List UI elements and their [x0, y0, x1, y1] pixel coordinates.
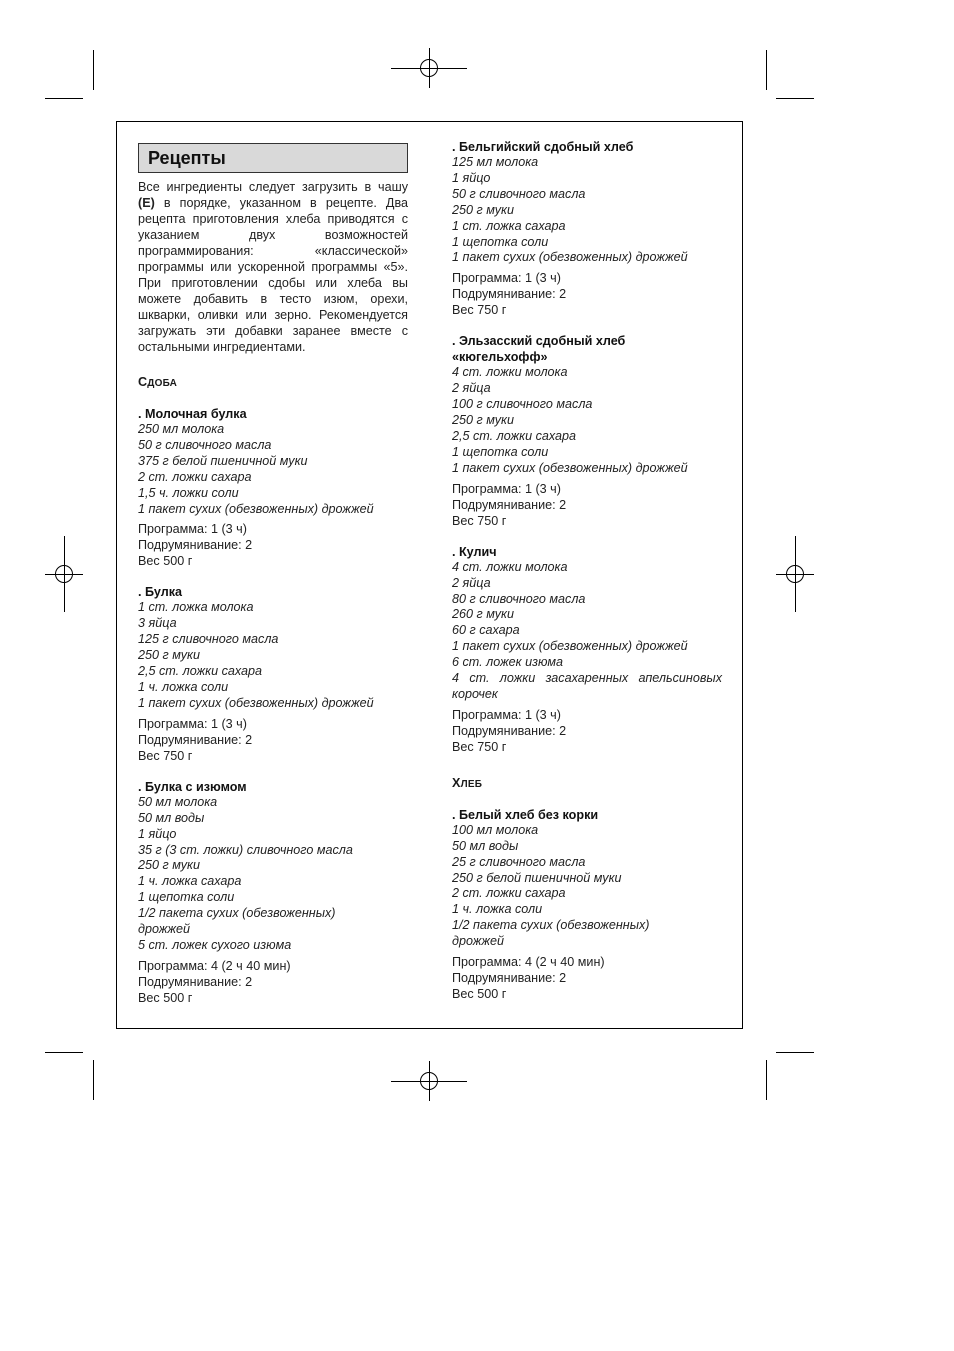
recipe-title: . Молочная булка — [138, 407, 247, 421]
ingredient: 50 мл воды — [452, 838, 519, 853]
recipe-weight: Вес 500 г — [138, 990, 193, 1005]
registration-circle — [420, 1072, 438, 1090]
ingredient: 60 г сахара — [452, 623, 520, 638]
registration-circle — [420, 59, 438, 77]
ingredient: 50 мл воды — [138, 810, 205, 825]
section-heading-sdoba — [138, 374, 408, 392]
ingredient: 4 ст. ложки засахаренных апельсиновых корочек — [452, 671, 722, 701]
recipe-browning: Подрумянивание: 2 — [138, 538, 253, 553]
recipe — [138, 584, 408, 763]
intro-text: Все ингредиенты следует загрузить в чашу — [138, 180, 408, 194]
ingredient: 1 щепотка соли — [138, 890, 235, 905]
left-column — [138, 122, 408, 1021]
ingredient: 2,5 ст. ложки сахара — [138, 664, 263, 679]
ingredient: 50 г сливочного масла — [138, 437, 272, 452]
ingredient: 250 г муки — [452, 413, 514, 428]
ingredient: 2 ст. ложки сахара — [452, 886, 566, 901]
ingredient: 50 г сливочного масла — [452, 186, 586, 201]
intro-text: в порядке, указанном в рецепте. Два рецепта приготовления хлеба приводятся с указанием двух возможностей программирования: «классической» программы или ускоренной программы «5». При приготовлении сдобы или хлеба вы можете добавить в тесто изюм, орехи, шкварки, оливки или зерно. Рекомендуется загружать эти добавки заранее вместе с остальными ингредиентами. — [138, 196, 408, 354]
ingredient: 3 яйца — [138, 616, 177, 631]
crop-mark — [766, 50, 767, 90]
recipe-weight: Вес 750 г — [452, 739, 507, 754]
ingredient: 1 ст. ложка молока — [138, 600, 254, 615]
recipe-browning: Подрумянивание: 2 — [452, 971, 567, 986]
ingredient: 2 яйца — [452, 381, 491, 396]
crop-mark — [766, 1060, 767, 1100]
ingredient: 375 г белой пшеничной муки — [138, 453, 308, 468]
recipe-info — [452, 707, 722, 755]
right-column — [452, 122, 722, 1017]
ingredient: 125 г сливочного масла — [138, 632, 279, 647]
ingredient: 1 щепотка соли — [452, 444, 549, 459]
recipe-program: Программа: 1 (3 ч) — [138, 716, 247, 731]
ingredient: 1 ч. ложка соли — [452, 902, 543, 917]
ingredient: 1 ст. ложка сахара — [452, 218, 566, 233]
recipe-info — [138, 521, 408, 569]
recipe-title: . Бельгийский сдобный хлеб — [452, 140, 634, 154]
ingredient: 1 ч. ложка соли — [138, 679, 229, 694]
recipe-weight: Вес 750 г — [452, 513, 507, 528]
title-box — [138, 143, 408, 173]
crop-mark — [45, 1052, 83, 1053]
recipe — [452, 807, 722, 1002]
ingredient: 1 ч. ложка сахара — [138, 874, 242, 889]
recipe-info — [138, 958, 408, 1006]
ingredient: 2 ст. ложки сахара — [138, 469, 252, 484]
recipe-browning: Подрумянивание: 2 — [452, 287, 567, 302]
page-title: Рецепты — [148, 148, 226, 168]
intro-bold-label: (E) — [138, 196, 155, 210]
ingredient: 250 г муки — [452, 202, 514, 217]
recipe-browning: Подрумянивание: 2 — [138, 974, 253, 989]
recipe-title: . Булка с изюмом — [138, 779, 247, 794]
ingredient: 1/2 пакета сухих (обезвоженных) дрожжей — [452, 918, 650, 949]
recipe — [452, 333, 722, 528]
crop-mark — [45, 98, 83, 99]
recipe-info — [452, 481, 722, 529]
recipe-weight: Вес 500 г — [452, 987, 507, 1002]
ingredient: 260 г муки — [452, 607, 514, 622]
ingredient: 6 ст. ложек изюма — [452, 655, 564, 670]
recipe-program: Программа: 1 (3 ч) — [452, 271, 561, 286]
ingredient: 2,5 ст. ложки сахара — [452, 428, 577, 443]
ingredient: 35 г (3 ст. ложки) сливочного масла — [138, 842, 353, 857]
recipe — [452, 544, 722, 755]
recipe — [138, 779, 408, 1006]
ingredient: 1 пакет сухих (обезвоженных) дрожжей — [138, 501, 374, 516]
recipe-weight: Вес 750 г — [138, 748, 193, 763]
crop-mark — [776, 98, 814, 99]
section-initial: С — [138, 375, 148, 389]
recipe-title: . Булка — [138, 585, 183, 600]
ingredient: 1 пакет сухих (обезвоженных) дрожжей — [452, 639, 688, 654]
ingredient: 1 яйцо — [452, 170, 491, 185]
intro-paragraph — [138, 179, 408, 355]
recipe-program: Программа: 1 (3 ч) — [452, 707, 561, 722]
recipe-info — [452, 270, 722, 318]
section-heading-hleb — [452, 775, 722, 793]
recipe — [452, 139, 722, 318]
ingredient: 1/2 пакета сухих (обезвоженных) дрожжей — [138, 906, 336, 937]
crop-mark — [776, 1052, 814, 1053]
ingredient: 250 г муки — [138, 858, 200, 873]
recipe-program: Программа: 1 (3 ч) — [452, 481, 561, 496]
recipe-program: Программа: 4 (2 ч 40 мин) — [138, 958, 291, 973]
ingredient: 1 пакет сухих (обезвоженных) дрожжей — [138, 695, 374, 710]
recipe-browning: Подрумянивание: 2 — [138, 732, 253, 747]
recipe-title: . Кулич — [452, 544, 497, 559]
ingredient: 5 ст. ложек сухого изюма — [138, 937, 292, 952]
recipe — [138, 406, 408, 569]
recipe-browning: Подрумянивание: 2 — [452, 723, 567, 738]
ingredient: 1,5 ч. ложки соли — [138, 485, 239, 500]
ingredient: 1 яйцо — [138, 826, 177, 841]
ingredient: 250 мл молока — [138, 422, 225, 436]
registration-circle — [786, 565, 804, 583]
ingredient: 250 г муки — [138, 648, 200, 663]
ingredient: 4 ст. ложки молока — [452, 365, 568, 380]
ingredient: 1 пакет сухих (обезвоженных) дрожжей — [452, 250, 688, 265]
ingredient: 1 пакет сухих (обезвоженных) дрожжей — [452, 460, 688, 475]
recipe-title: . Белый хлеб без корки — [452, 807, 599, 822]
recipe-info — [138, 716, 408, 764]
recipe-browning: Подрумянивание: 2 — [452, 497, 567, 512]
ingredient: 100 г сливочного масла — [452, 397, 593, 412]
ingredient: 125 мл молока — [452, 155, 539, 169]
registration-circle — [55, 565, 73, 583]
section-rest: ЛЕБ — [460, 778, 483, 790]
recipe-program: Программа: 4 (2 ч 40 мин) — [452, 955, 605, 970]
crop-mark — [93, 1060, 94, 1100]
ingredient: 25 г сливочного масла — [452, 854, 586, 869]
ingredient: 80 г сливочного масла — [452, 591, 586, 606]
section-rest: ДОБА — [147, 378, 178, 389]
page-frame — [116, 121, 743, 1029]
recipe-weight: Вес 750 г — [452, 303, 507, 318]
ingredient: 50 мл молока — [138, 794, 218, 809]
recipe-info — [452, 954, 722, 1002]
ingredient: 2 яйца — [452, 575, 491, 590]
ingredient: 100 мл молока — [452, 822, 539, 837]
ingredient: 250 г белой пшеничной муки — [452, 870, 622, 885]
ingredient: 1 щепотка соли — [452, 234, 549, 249]
recipe-program: Программа: 1 (3 ч) — [138, 522, 247, 537]
recipe-title: . Эльзасский сдобный хлеб «кюгельхофф» — [452, 334, 626, 365]
recipe-weight: Вес 500 г — [138, 554, 193, 569]
section-initial: Х — [452, 775, 461, 790]
crop-mark — [93, 50, 94, 90]
ingredient: 4 ст. ложки молока — [452, 559, 568, 574]
